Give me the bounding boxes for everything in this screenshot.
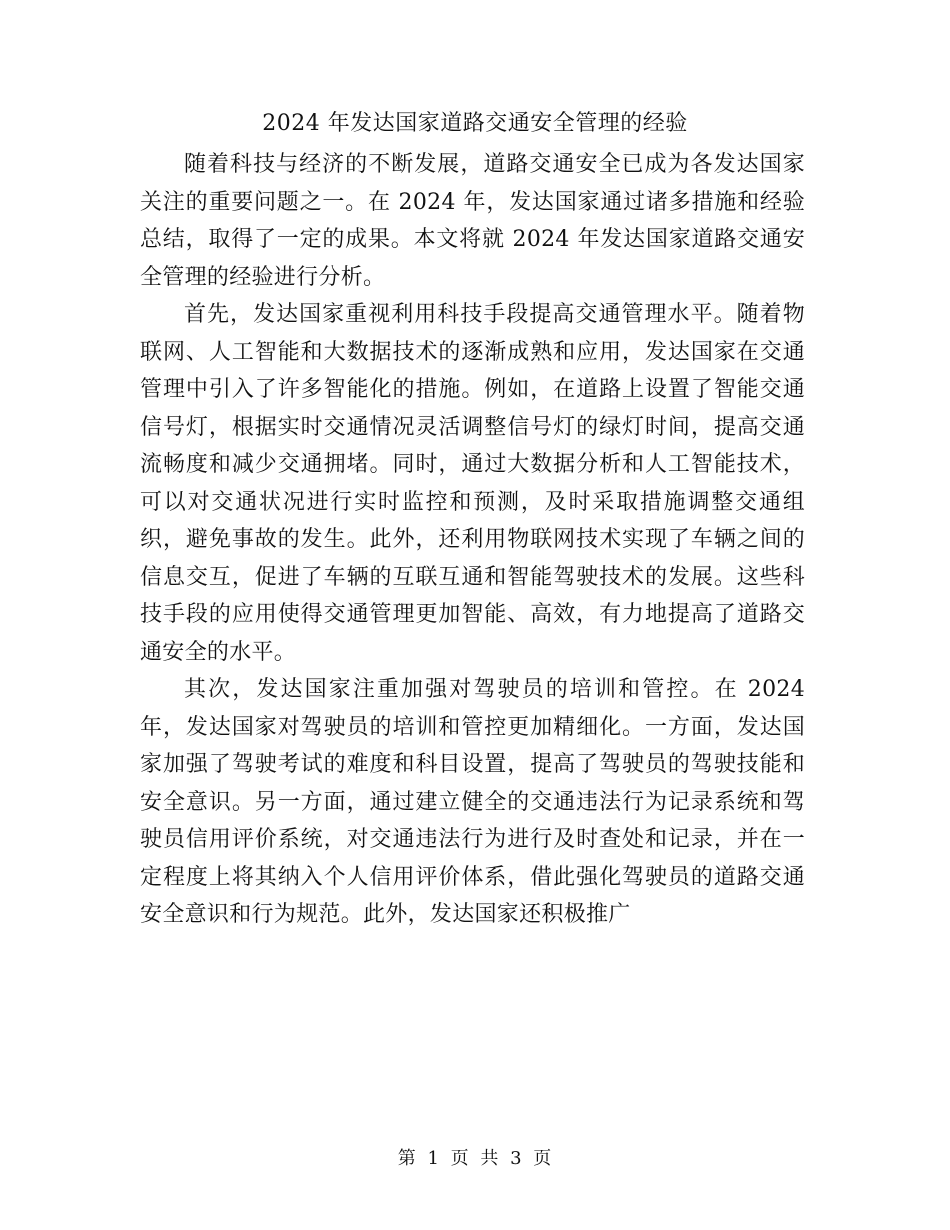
- document-title: 2024 年发达国家道路交通安全管理的经验: [262, 111, 688, 136]
- paragraph-driver-training: 其次，发达国家注重加强对驾驶员的培训和管控。在 2024 年，发达国家对驾驶员的培训和管控更加精细化。一方面，发达国家加强了驾驶考试的难度和科目设置，提高了驾驶员的驾驶技能和安全意识。另一方面，通过建立健全的交通违法行为记录系统和驾驶员信用评价系统，对交通违法行为进行及时查处和记录，并在一定程度上将其纳入个人信用评价体系，借此强化驾驶员的道路交通安全意识和行为规范。此外，发达国家还积极推广: [140, 677, 805, 927]
- paragraph-technology: 首先，发达国家重视利用科技手段提高交通管理水平。随着物联网、人工智能和大数据技术的逐渐成熟和应用，发达国家在交通管理中引入了许多智能化的措施。例如，在道路上设置了智能交通信号灯，根据实时交通情况灵活调整信号灯的绿灯时间，提高交通流畅度和减少交通拥堵。同时，通过大数据分析和人工智能技术，可以对交通状况进行实时监控和预测，及时采取措施调整交通组织，避免事故的发生。此外，还利用物联网技术实现了车辆之间的信息交互，促进了车辆的互联互通和智能驾驶技术的发展。这些科技手段的应用使得交通管理更加智能、高效，有力地提高了道路交通安全的水平。: [140, 302, 805, 665]
- document-body: [140, 146, 805, 934]
- page-number-footer: 第 1 页 共 3 页: [397, 1148, 553, 1169]
- paragraph-intro: 随着科技与经济的不断发展，道路交通安全已成为各发达国家关注的重要问题之一。在 2024 年，发达国家通过诸多措施和经验总结，取得了一定的成果。本文将就 2024 年发达国家道路交通安全管理的经验进行分析。: [140, 152, 805, 290]
